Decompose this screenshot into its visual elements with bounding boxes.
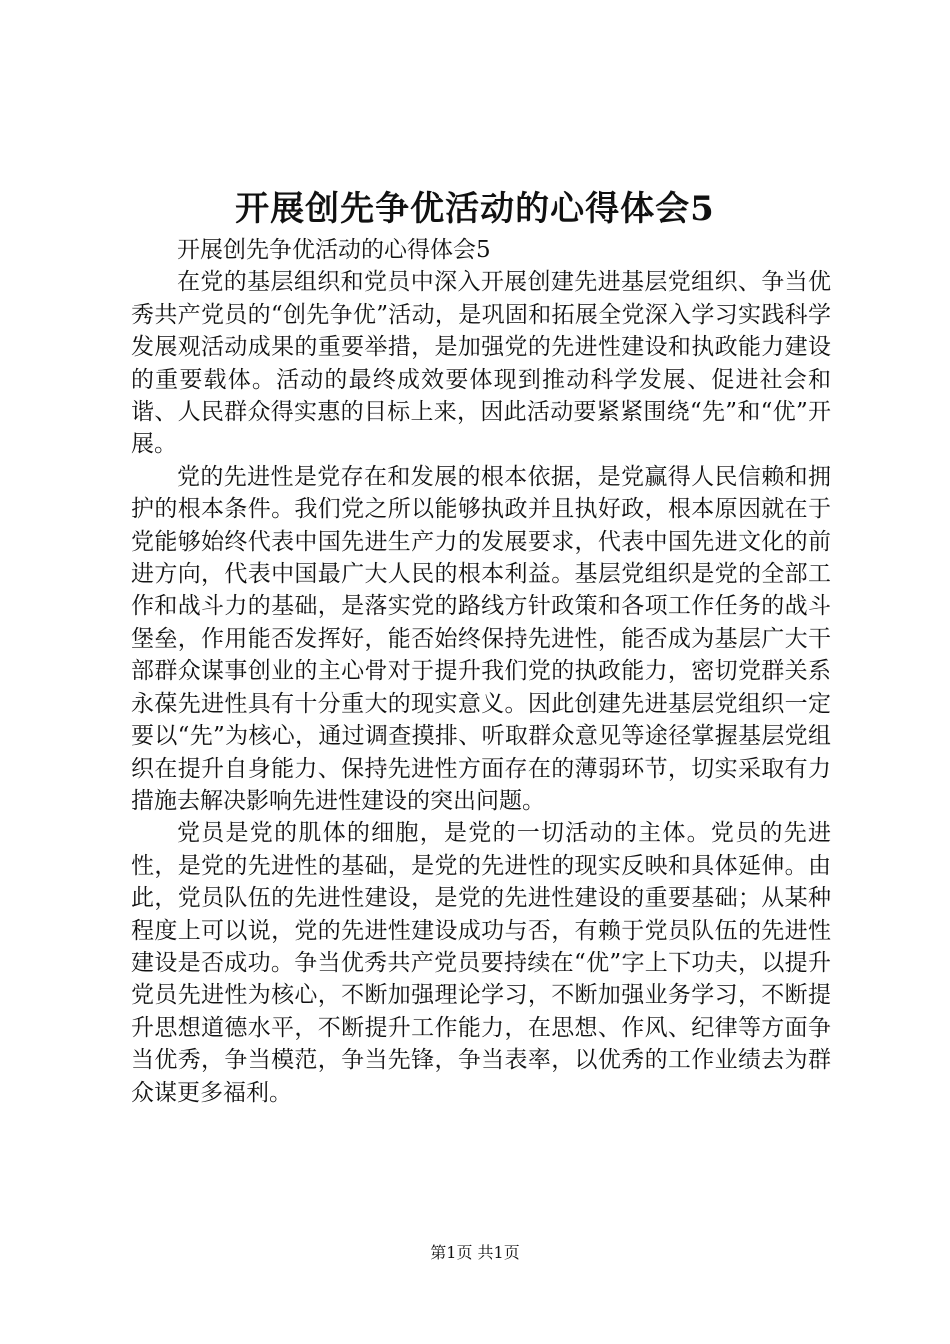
paragraph-subtitle: 开展创先争优活动的心得体会5 xyxy=(177,237,491,263)
page-footer: 第1页 共1页 xyxy=(430,1243,520,1262)
document-title: 开展创先争优活动的心得体会5 xyxy=(235,189,715,229)
paragraph-3: 党员是党的肌体的细胞，是党的一切活动的主体。党员的先进性，是党的先进性的基础，是党的先进性的现实反映和具体延伸。由此，党员队伍的先进性建设，是党的先进性建设的重要基础；从某种程度上可以说，党的先进性建设成功与否，有赖于党员队伍的先进性建设是否成功。争当优秀共产党员要持续在“优”字上下功夫，以提升党员先进性为核心，不断加强理论学习，不断加强业务学习，不断提升思想道德水平，不断提升工作能力，在思想、作风、纪律等方面争当优秀，争当模范，争当先锋，争当表率，以优秀的工作业绩去为群众谋更多福利。 xyxy=(131,820,831,1106)
paragraph-1: 在党的基层组织和党员中深入开展创建先进基层党组织、争当优秀共产党员的“创先争优”活动，是巩固和拓展全党深入学习实践科学发展观活动成果的重要举措，是加强党的先进性建设和执政能力建设的重要载体。活动的最终成效要体现到推动科学发展、促进社会和谐、人民群众得实惠的目标上来，因此活动要紧紧围绕“先”和“优”开展。 xyxy=(131,269,831,458)
paragraph-2: 党的先进性是党存在和发展的根本依据，是党赢得人民信赖和拥护的根本条件。我们党之所以能够执政并且执好政，根本原因就在于党能够始终代表中国先进生产力的发展要求，代表中国先进文化的前进方向，代表中国最广大人民的根本利益。基层党组织是党的全部工作和战斗力的基础，是落实党的路线方针政策和各项工作任务的战斗堡垒，作用能否发挥好，能否始终保持先进性，能否成为基层广大干部群众谋事创业的主心骨对于提升我们党的执政能力，密切党群关系永葆先进性具有十分重大的现实意义。因此创建先进基层党组织一定要以“先”为核心，通过调查摸排、听取群众意见等途径掌握基层党组织在提升自身能力、保持先进性方面存在的薄弱环节，切实采取有力措施去解决影响先进性建设的突出问题。 xyxy=(131,463,831,814)
document-body xyxy=(131,234,831,1109)
